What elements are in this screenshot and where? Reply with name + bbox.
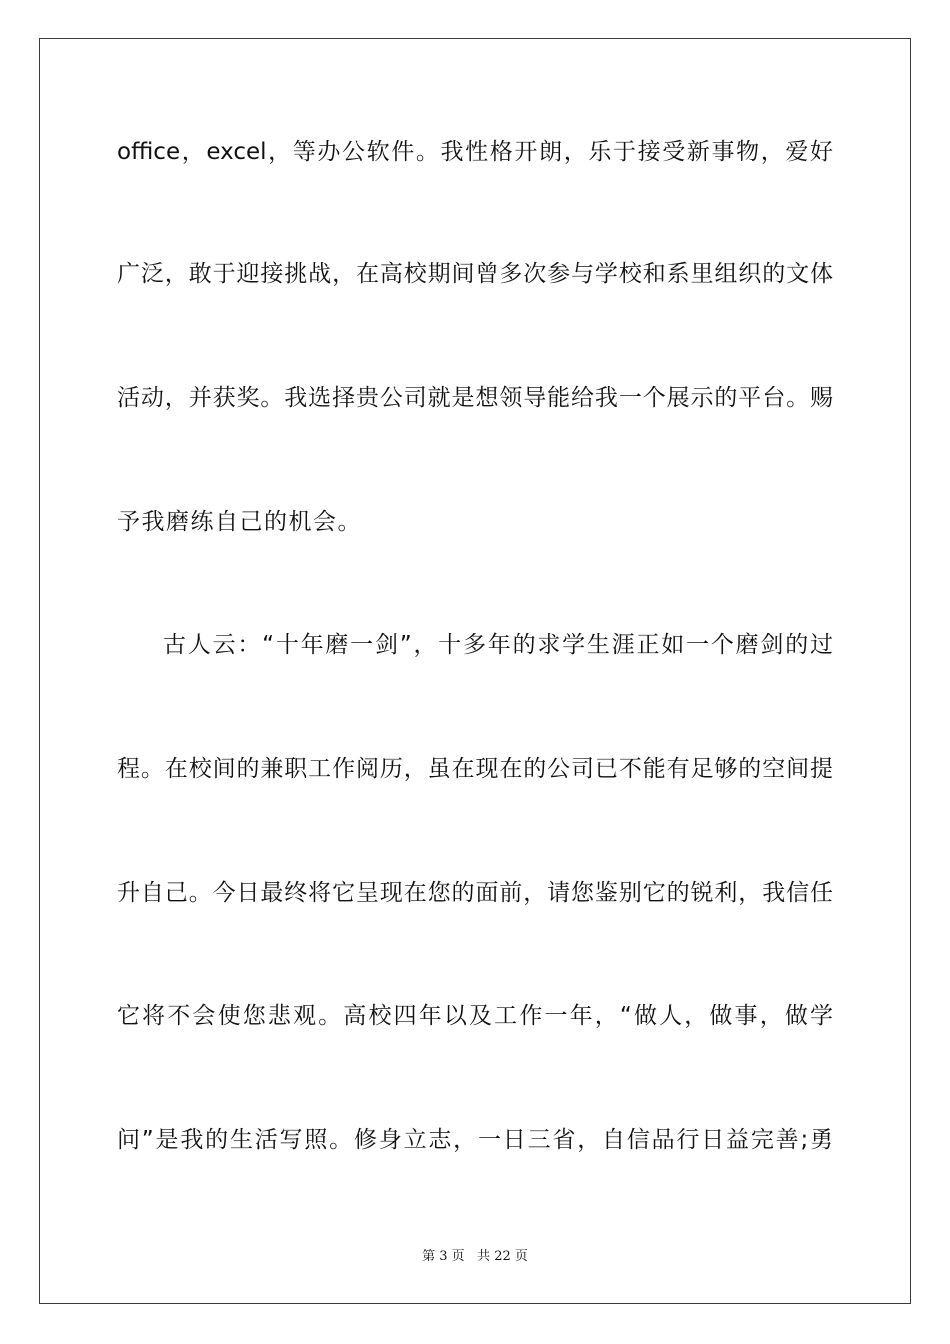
- body-line-4: 予我磨练自己的机会。: [117, 509, 362, 535]
- page-number: 第 3 页: [422, 1249, 465, 1264]
- body-line-5: 古人云：“十年磨一剑”，十多年的求学生涯正如一个磨剑的过: [163, 632, 833, 658]
- body-line-2: 广泛，敢于迎接挑战，在高校期间曾多次参与学校和系里组织的文体: [117, 261, 833, 287]
- body-line-3: 活动，并获奖。我选择贵公司就是想领导能给我一个展示的平台。赐: [117, 385, 833, 411]
- page-total: 共 22 页: [477, 1249, 528, 1264]
- page-border: [39, 38, 911, 1304]
- body-line-6: 程。在校间的兼职工作阅历，虽在现在的公司已不能有足够的空间提: [117, 756, 833, 782]
- body-line-8: 它将不会使您悲观。高校四年以及工作一年，“做人，做事，做学: [117, 1003, 833, 1029]
- body-line-9: 问”是我的生活写照。修身立志，一日三省，自信品行日益完善;勇: [117, 1127, 833, 1153]
- body-line-7: 升自己。今日最终将它呈现在您的面前，请您鉴别它的锐利，我信任: [117, 880, 833, 906]
- page-footer: [0, 1248, 950, 1266]
- body-line-1: office，excel，等办公软件。我性格开朗，乐于接受新事物，爱好: [117, 139, 833, 165]
